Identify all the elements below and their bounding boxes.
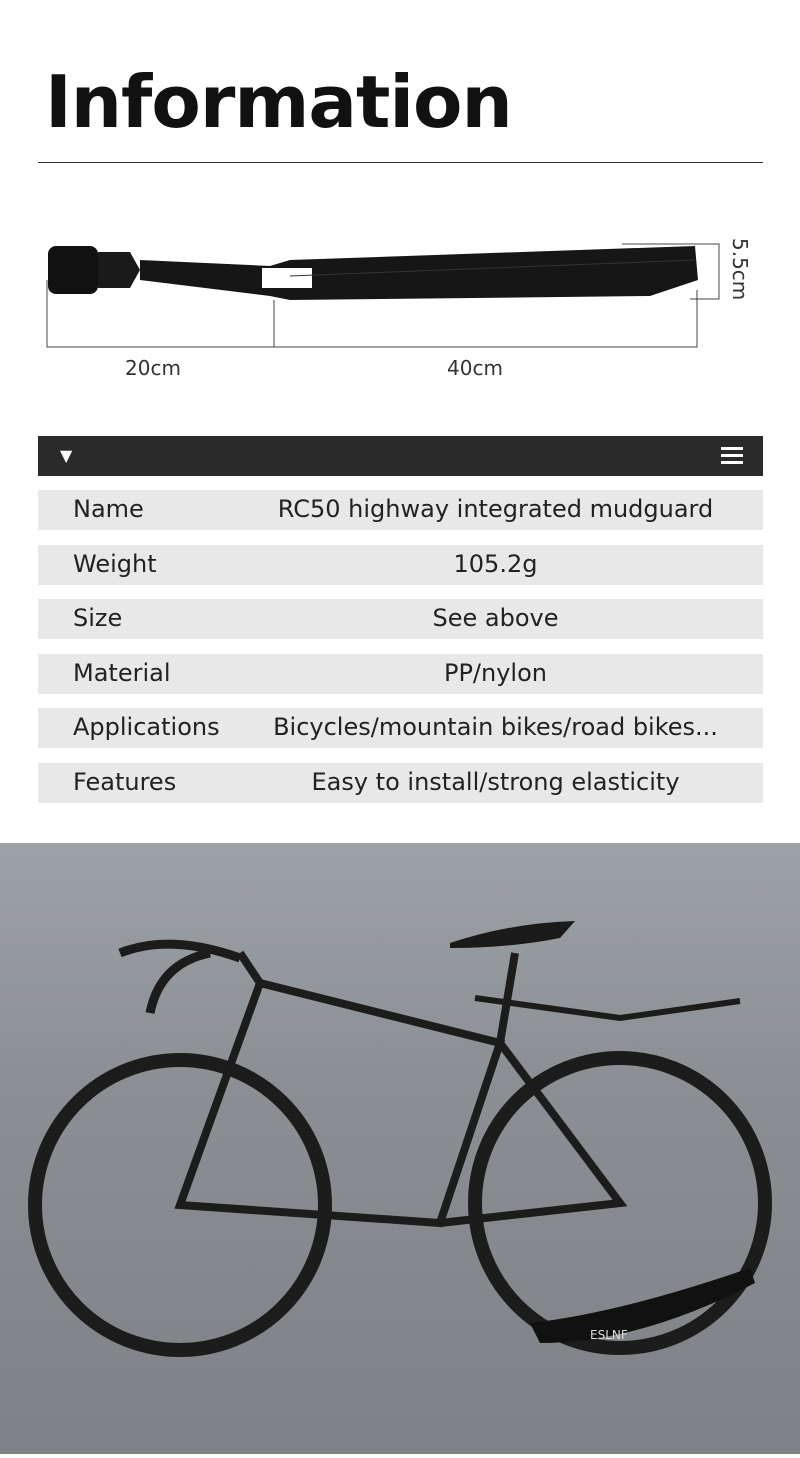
bicycle-photo — [0, 843, 800, 1454]
triangle-down-icon: ▼ — [60, 446, 73, 465]
row-label: Features — [73, 768, 177, 796]
row-label: Weight — [73, 550, 157, 578]
table-row — [38, 599, 763, 639]
row-value: PP/nylon — [443, 659, 547, 687]
height-label: 5.5cm — [728, 238, 752, 301]
table-row — [38, 490, 763, 530]
mudguard-image — [0, 230, 800, 400]
stand-brand-mark: ESLNF — [590, 1328, 628, 1342]
page-title: Information — [45, 60, 512, 144]
row-label: Material — [73, 659, 171, 687]
row-value: Easy to install/strong elasticity — [311, 768, 680, 796]
row-value: See above — [432, 604, 559, 632]
table-row — [38, 545, 763, 585]
table-header-bar — [38, 436, 763, 476]
row-value: RC50 highway integrated mudguard — [277, 495, 714, 523]
row-value: 105.2g — [453, 550, 538, 578]
row-label: Applications — [73, 713, 220, 741]
length-a-label: 20cm — [125, 356, 181, 380]
menu-icon — [721, 447, 743, 465]
table-row — [38, 654, 763, 694]
row-value: Bicycles/mountain bikes/road bikes... — [273, 713, 718, 741]
divider — [38, 162, 763, 163]
bicycle-illustration — [0, 843, 800, 1454]
row-label: Size — [73, 604, 123, 632]
table-row — [38, 708, 763, 748]
row-label: Name — [73, 495, 144, 523]
mudguard-diagram — [0, 230, 800, 400]
table-row — [38, 763, 763, 803]
length-b-label: 40cm — [447, 356, 503, 380]
